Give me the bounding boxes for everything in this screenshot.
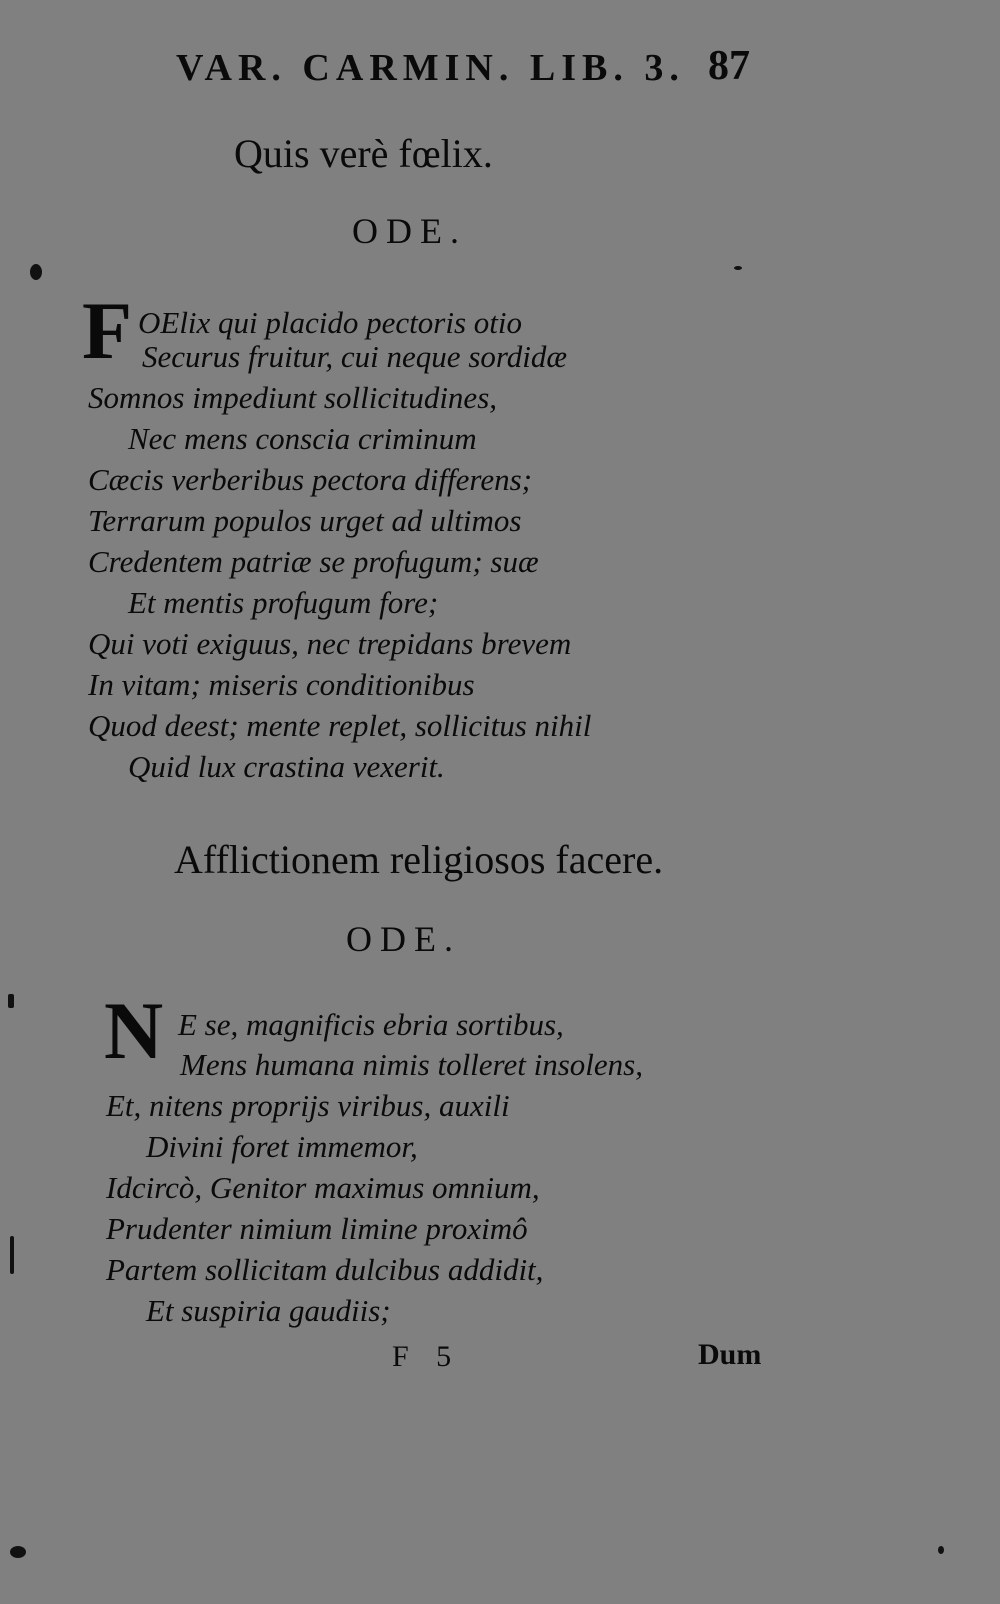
poem-2-ode-heading: ODE. [346, 919, 461, 959]
poem-2-first-line-text: E se, magnificis ebria sortibus, [178, 1007, 564, 1042]
ink-speck [10, 1546, 26, 1558]
verse-line: Nec mens conscia criminum [128, 421, 477, 456]
verse-line: Qui voti exiguus, nec trepidans brevem [88, 626, 572, 661]
verse-line: Et, nitens proprijs viribus, auxili [106, 1088, 510, 1123]
verse-line: Divini foret immemor, [146, 1129, 418, 1164]
verse-line: Quod deest; mente replet, sollicitus nihil [88, 708, 592, 743]
verse-line: Mens humana nimis tolleret insolens, [180, 1047, 643, 1082]
catchword: Dum [698, 1338, 762, 1371]
verse-line: Credentem patriæ se profugum; suæ [88, 544, 539, 579]
signature-mark: F 5 [392, 1340, 462, 1373]
ink-speck [10, 1236, 14, 1274]
verse-line: Partem sollicitam dulcibus addidit, [106, 1252, 544, 1287]
ink-speck [30, 264, 42, 280]
verse-line: In vitam; miseris conditionibus [88, 667, 475, 702]
poem-2-stanza [106, 1044, 643, 1331]
poem-2-title: Afflictionem religiosos facere. [174, 837, 664, 882]
verse-line: Et suspiria gaudiis; [146, 1293, 391, 1328]
verse-line: Securus fruitur, cui neque sordidæ [142, 339, 568, 374]
poem-2-first-line [178, 1004, 564, 1045]
poem-1-first-line-text: OElix qui placido pectoris otio [138, 305, 523, 340]
poem-1-drop-cap: F [82, 285, 133, 376]
poem-1-ode-heading: ODE. [352, 211, 467, 251]
verse-line: Cæcis verberibus pectora differens; [88, 462, 532, 497]
ink-speck [8, 994, 14, 1008]
poem-2-drop-cap: N [104, 985, 164, 1076]
verse-line: Idcircò, Genitor maximus omnium, [106, 1170, 540, 1205]
verse-line: Terrarum populos urget ad ultimos [88, 503, 522, 538]
page-number: 87 [708, 43, 750, 89]
ink-speck [938, 1546, 944, 1554]
verse-line: Et mentis profugum fore; [128, 585, 439, 620]
poem-1-stanza [88, 336, 591, 787]
ink-speck [734, 266, 742, 270]
verse-line: Quid lux crastina vexerit. [128, 749, 445, 784]
verse-line: Prudenter nimium limine proximô [106, 1211, 528, 1246]
verse-line: Somnos impediunt sollicitudines, [88, 380, 498, 415]
running-head: VAR. CARMIN. LIB. 3. [176, 47, 685, 89]
poem-1-title: Quis verè fœlix. [234, 131, 493, 176]
